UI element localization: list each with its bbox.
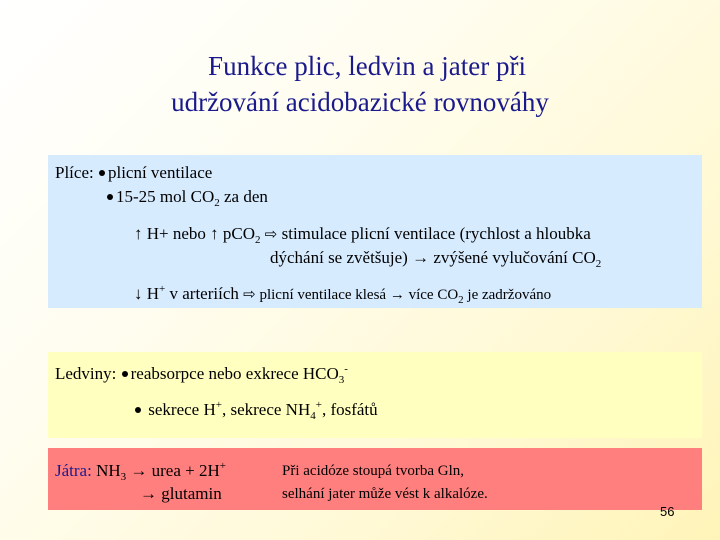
kidneys-bullet-2-c: , fosfátů <box>321 400 378 419</box>
liver-line-2: → glutamin <box>140 484 222 503</box>
lungs-bullet-2: 15-25 mol CO <box>116 187 215 206</box>
subscript: 2 <box>255 234 261 246</box>
liver-note <box>282 460 488 506</box>
liver-note-line-1: Při acidóze stoupá tvorba Gln, <box>282 463 465 479</box>
kidneys-bullet-2-b: , sekrece NH <box>221 400 311 419</box>
kidneys-line-1 <box>55 364 348 384</box>
liver-line-1 <box>55 461 226 481</box>
lungs-line-1 <box>55 163 212 183</box>
rule-2-tail: je zadržováno <box>463 287 552 303</box>
rule-2-location: v arteriích <box>165 284 244 303</box>
lungs-rule-1 <box>134 224 591 244</box>
subscript: 3 <box>338 374 345 386</box>
superscript: - <box>344 363 348 375</box>
subscript: 2 <box>595 258 602 270</box>
subscript: 3 <box>120 471 127 483</box>
kidneys-line-2 <box>134 400 378 420</box>
lungs-label: Plíce: <box>55 163 94 182</box>
superscript: + <box>315 399 322 411</box>
hollow-arrow-icon: ⇨ <box>264 225 278 243</box>
liver-note-line-2: selhání jater může vést k alkalóze. <box>282 486 488 502</box>
bullet-icon <box>99 170 105 176</box>
rule-1-continuation: dýchání se zvětšuje) → zvýšené vylučování CO <box>270 248 596 267</box>
superscript: + <box>159 283 166 295</box>
liver-reaction-a: NH <box>91 461 121 480</box>
subscript: 2 <box>458 294 464 306</box>
title-line-1: Funkce plic, ledvin a jater při <box>208 51 526 81</box>
liver-reaction-b: → urea + 2H <box>126 461 220 480</box>
superscript: + <box>219 460 226 472</box>
liver-label: Játra: <box>55 461 92 480</box>
lungs-bullet-2-tail: za den <box>219 187 268 206</box>
superscript: + <box>215 399 222 411</box>
kidneys-bullet-2-a: sekrece H <box>148 400 216 419</box>
rule-1-condition: ↑ H+ nebo ↑ pCO <box>134 224 256 243</box>
rule-2-effect: plicní ventilace klesá → více CO <box>255 287 459 303</box>
title-line-2: udržování acidobazické rovnováhy <box>171 87 549 117</box>
kidneys-bullet-1: reabsorpce nebo exkrece HCO <box>130 364 339 383</box>
rule-1-effect: stimulace plicní ventilace (rychlost a hloubka <box>277 224 591 243</box>
rule-2-condition: ↓ H <box>134 284 160 303</box>
lungs-rule-1-line-2 <box>270 248 601 268</box>
page-number: 56 <box>660 504 675 519</box>
slide-title <box>0 48 720 120</box>
kidneys-label: Ledviny: <box>55 364 117 383</box>
bullet-icon <box>135 407 141 413</box>
bullet-icon <box>107 194 113 200</box>
lungs-line-2 <box>106 187 268 207</box>
subscript: 2 <box>214 197 220 209</box>
bullet-icon <box>122 371 128 377</box>
lungs-bullet-1: plicní ventilace <box>107 163 213 182</box>
subscript: 4 <box>310 410 316 422</box>
lungs-rule-2 <box>134 284 551 305</box>
hollow-arrow-icon: ⇨ <box>243 285 256 303</box>
